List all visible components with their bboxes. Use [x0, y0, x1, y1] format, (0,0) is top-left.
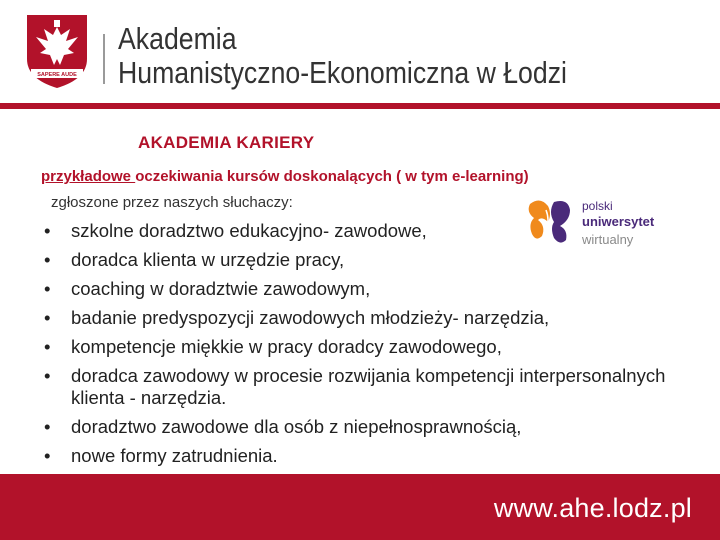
list-item [44, 445, 694, 467]
list-item [44, 249, 694, 271]
bullet-icon: • [44, 220, 51, 241]
slide-heading: AKADEMIA KARIERY [138, 133, 315, 152]
list-item [44, 307, 694, 329]
subtitle-rest: oczekiwania kursów doskonalących ( w tym e-learning) [135, 168, 529, 185]
pw-logo-line2: uniwersytet [582, 214, 655, 229]
subtitle-underlined: przykładowe [41, 168, 136, 185]
list-item-text: coaching w doradztwie zawodowym, [71, 278, 371, 299]
university-logo [22, 13, 92, 89]
expectations-list [44, 220, 694, 474]
header [0, 0, 720, 103]
list-item-text: kompetencje miękkie w pracy doradcy zawodowego, [71, 336, 502, 357]
list-item [44, 365, 694, 409]
bullet-icon: • [44, 445, 51, 466]
header-divider [103, 34, 105, 84]
bullet-icon: • [44, 307, 51, 328]
pw-logo-line3: wirtualny [582, 232, 634, 247]
subtitle-line2: zgłoszone przez naszych słuchaczy: [51, 194, 293, 211]
list-item-text: doradca zawodowy w procesie rozwijania kompetencji interpersonalnych klienta - narzędzia. [71, 365, 666, 408]
bullet-icon: • [44, 249, 51, 270]
bullet-icon: • [44, 278, 51, 299]
list-item [44, 220, 694, 242]
bullet-icon: • [44, 365, 51, 386]
header-rule [0, 103, 720, 109]
list-item-text: badanie predyspozycji zawodowych młodzieży- narzędzia, [71, 307, 550, 328]
university-name-line2: Humanistyczno-Ekonomiczna w Łodzi [118, 55, 567, 90]
subtitle [41, 168, 529, 185]
list-item-text: szkolne doradztwo edukacyjno- zawodowe, [71, 220, 427, 241]
list-item [44, 416, 694, 438]
university-name [118, 22, 640, 90]
list-item-text: nowe formy zatrudnienia. [71, 445, 278, 466]
logo-motto: SAPERE AUDE [37, 72, 77, 78]
bullet-icon: • [44, 416, 51, 437]
list-item [44, 278, 694, 300]
footer [0, 474, 720, 540]
university-name-line1: Akademia [118, 21, 237, 56]
list-item-text: doradca klienta w urzędzie pracy, [71, 249, 345, 270]
pw-logo-line1: polski [582, 199, 613, 213]
list-item [44, 336, 694, 358]
list-item-text: doradztwo zawodowe dla osób z niepełnosprawnością, [71, 416, 522, 437]
footer-website-link[interactable]: www.ahe.lodz.pl [493, 493, 692, 523]
bullet-icon: • [44, 336, 51, 357]
